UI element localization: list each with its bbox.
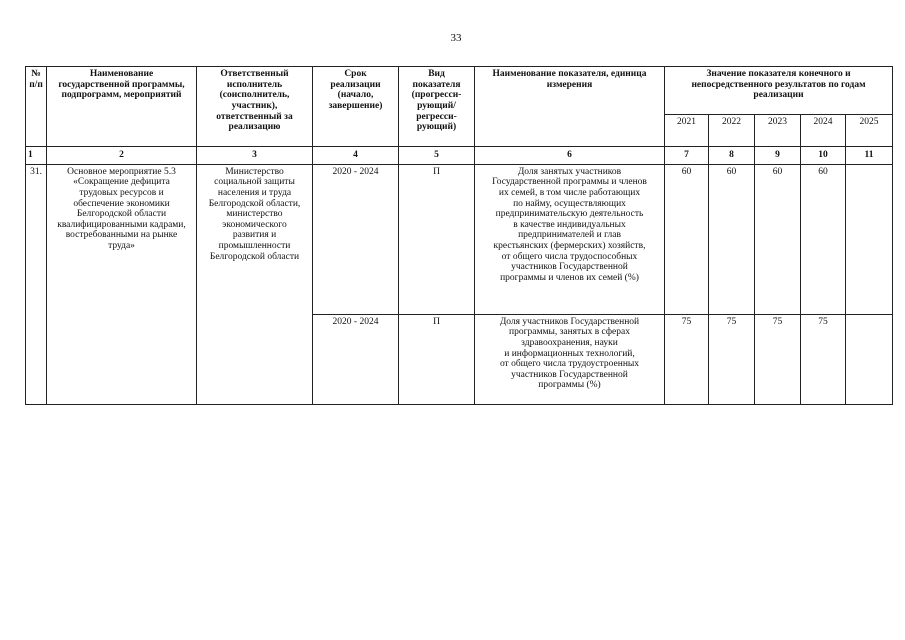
- indicator-value-2022: 60: [709, 164, 755, 314]
- header-term: Срок реализации (начало, завершение): [313, 67, 399, 147]
- column-numbers-row: [26, 147, 893, 165]
- header-values-by-year: Значение показателя конечного и непосредственного результатов по годам реализации: [665, 67, 893, 115]
- header-year: 2021: [665, 115, 709, 147]
- header-year: 2023: [755, 115, 801, 147]
- column-number: 3: [197, 147, 313, 165]
- header-year: 2025: [846, 115, 893, 147]
- indicator-value-2023: 75: [755, 314, 801, 404]
- column-number: 5: [399, 147, 475, 165]
- activity-name: Основное мероприятие 5.3 «Сокращение дефицита трудовых ресурсов и обеспечение экономики Белгородской области квалифицированными кадрами, востребованными на рынке труда»: [47, 164, 197, 404]
- indicator-value-2025: [846, 314, 893, 404]
- column-number: 6: [475, 147, 665, 165]
- header-row: [26, 67, 893, 115]
- indicator-value-2021: 60: [665, 164, 709, 314]
- column-number: 4: [313, 147, 399, 165]
- indicator-name: Доля участников Государственной программы, занятых в сферах здравоохранения, науки и информационных технологий, от общего числа трудоустроенных участников Государственной программы (%): [475, 314, 665, 404]
- indicator-type: П: [399, 164, 475, 314]
- table-row: [26, 164, 893, 314]
- page-number: 33: [450, 32, 462, 44]
- indicator-value-2021: 75: [665, 314, 709, 404]
- indicator-value-2025: [846, 164, 893, 314]
- column-number: 2: [47, 147, 197, 165]
- indicator-value-2022: 75: [709, 314, 755, 404]
- header-year: 2022: [709, 115, 755, 147]
- column-number: 8: [709, 147, 755, 165]
- indicators-table: [25, 66, 893, 405]
- indicator-type: П: [399, 314, 475, 404]
- indicator-name: Доля занятых участников Государственной программы и членов их семей, в том числе работающих по найму, осуществляющих предпринимательскую деятельность в качестве индивидуальных предпринимателей и глав крестьянских (фермерских) хозяйств, от общего числа трудоспособных участников Государственной программы и членов их семей (%): [475, 164, 665, 314]
- implementation-term: 2020 - 2024: [313, 314, 399, 404]
- column-number: 11: [846, 147, 893, 165]
- indicator-value-2024: 75: [801, 314, 846, 404]
- header-indicator-type: Вид показателя (прогресси- рующий/ регресси- рующий): [399, 67, 475, 147]
- column-number: 10: [801, 147, 846, 165]
- responsible-executor: Министерство социальной защиты населения и труда Белгородской области, министерство экономического развития и промышленности Белгородской области: [197, 164, 313, 404]
- row-number: 31.: [26, 164, 47, 404]
- column-number: 7: [665, 147, 709, 165]
- header-executor: Ответственный исполнитель (соисполнитель, участник), ответственный за реализацию: [197, 67, 313, 147]
- header-indicator-name: Наименование показателя, единица измерения: [475, 67, 665, 147]
- header-program-name: Наименование государственной программы, подпрограмм, мероприятий: [47, 67, 197, 147]
- column-number: 1: [26, 147, 47, 165]
- indicator-value-2024: 60: [801, 164, 846, 314]
- column-number: 9: [755, 147, 801, 165]
- header-year: 2024: [801, 115, 846, 147]
- indicator-value-2023: 60: [755, 164, 801, 314]
- implementation-term: 2020 - 2024: [313, 164, 399, 314]
- header-number: № п/п: [26, 67, 47, 147]
